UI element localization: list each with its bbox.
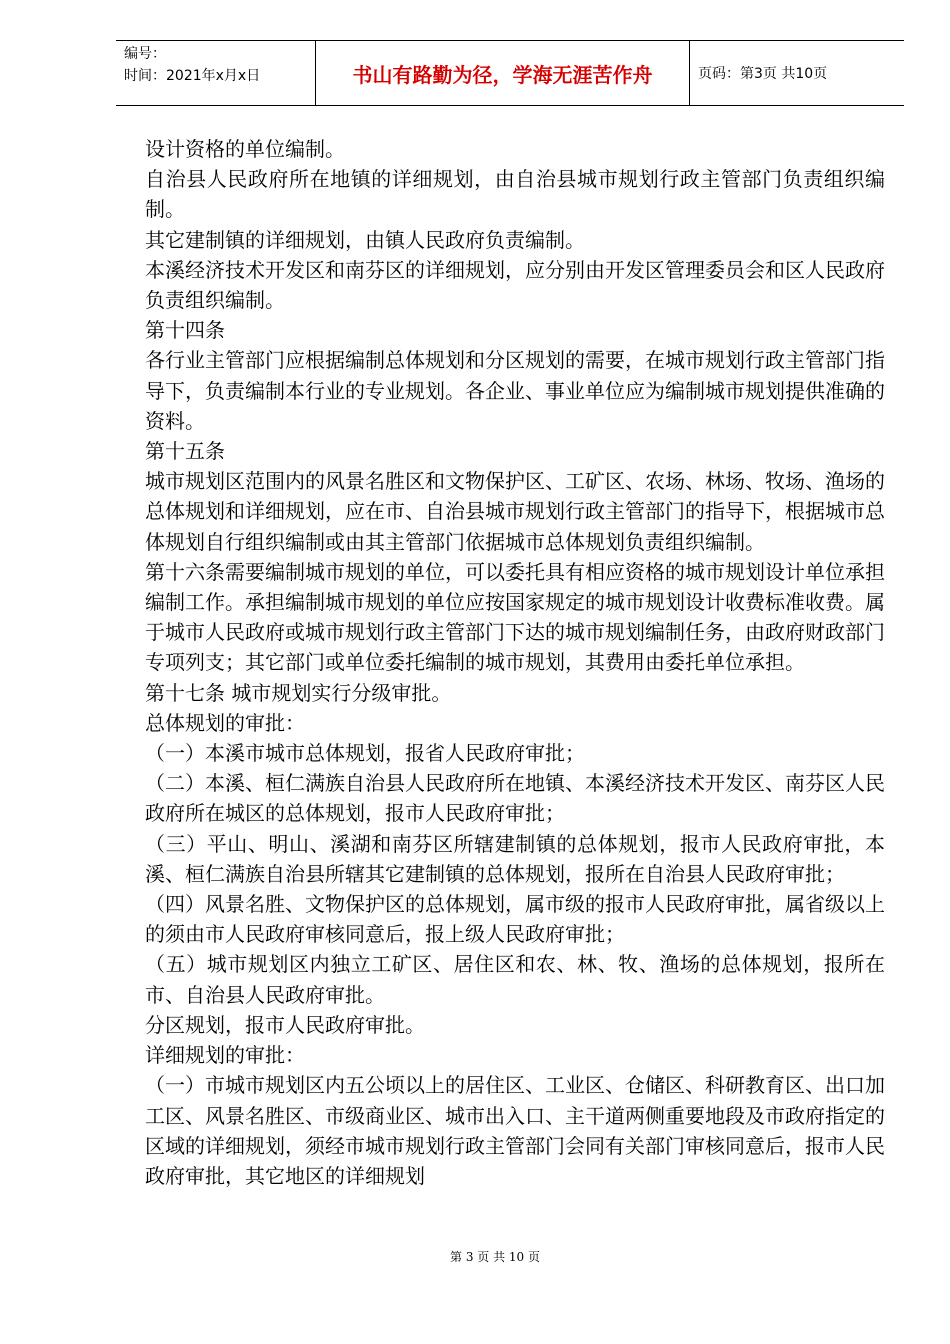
- list-item: （四）风景名胜、文物保护区的总体规划，属市级的报市人民政府审批，属省级以上的须由市人民政府审核同意后，报上级人民政府审批；: [145, 892, 885, 947]
- paragraph: 分区规划，报市人民政府审批。: [145, 1012, 425, 1037]
- header-motto: 书山有路勤为径，学海无涯苦作舟: [316, 41, 690, 105]
- header-page-number: 页码：第3页 共10页: [698, 66, 828, 82]
- article-heading: 第十五条: [145, 439, 225, 464]
- paragraph: 自治县人民政府所在地镇的详细规划，由自治县城市规划行政主管部门负责组织编制。: [145, 167, 885, 222]
- article-heading: 第十四条: [145, 318, 225, 343]
- paragraph: 详细规划的审批：: [145, 1043, 305, 1068]
- paragraph: 总体规划的审批：: [145, 710, 305, 735]
- paragraph: 城市规划区范围内的风景名胜区和文物保护区、工矿区、农场、林场、牧场、渔场的总体规划和详细规划，应在市、自治县城市规划行政主管部门的指导下，根据城市总体规划自行组织编制或由其主管部门依据城市总体规划负责组织编制。: [145, 469, 885, 554]
- paragraph: 各行业主管部门应根据编制总体规划和分区规划的需要，在城市规划行政主管部门指导下，负责编制本行业的专业规划。各企业、事业单位应为编制城市规划提供准确的资料。: [145, 348, 885, 433]
- article-heading: 第十七条 城市规划实行分级审批。: [145, 680, 452, 705]
- list-item: （二）本溪、桓仁满族自治县人民政府所在地镇、本溪经济技术开发区、南芬区人民政府所在城区的总体规划，报市人民政府审批；: [145, 771, 885, 826]
- list-item: （三）平山、明山、溪湖和南芬区所辖建制镇的总体规划，报市人民政府审批，本溪、桓仁满族自治县所辖其它建制镇的总体规划，报所在自治县人民政府审批；: [145, 831, 885, 886]
- list-item: （一）市城市规划区内五公顷以上的居住区、工业区、仓储区、科研教育区、出口加工区、风景名胜区、市级商业区、城市出入口、主干道两侧重要地段及市政府指定的区域的详细规划，须经市城市规划行政主管部门会同有关部门审核同意后，报市人民政府审批，其它地区的详细规划: [145, 1073, 885, 1188]
- page-footer: 第 3 页 共 10 页: [450, 1250, 540, 1264]
- page-header: [116, 40, 904, 106]
- header-meta: [116, 41, 316, 105]
- paragraph: 设计资格的单位编制。: [145, 137, 345, 161]
- list-item: （一）本溪市城市总体规划，报省人民政府审批；: [145, 741, 585, 766]
- paragraph: 其它建制镇的详细规划，由镇人民政府负责编制。: [145, 227, 585, 252]
- document-number-label: 编号：: [124, 46, 166, 62]
- paragraph: 第十六条需要编制城市规划的单位，可以委托具有相应资格的城市规划设计单位承担编制工作。承担编制城市规划的单位应按国家规定的城市规划设计收费标准收费。属于城市人民政府或城市规划行政主管部门下达的城市规划编制任务，由政府财政部门专项列支；其它部门或单位委托编制的城市规划，其费用由委托单位承担。: [145, 559, 885, 675]
- paragraph: 本溪经济技术开发区和南芬区的详细规划，应分别由开发区管理委员会和区人民政府负责组织编制。: [145, 257, 885, 313]
- list-item: （五）城市规划区内独立工矿区、居住区和农、林、牧、渔场的总体规划，报所在市、自治县人民政府审批。: [145, 952, 885, 1007]
- document-time-label: 时间：2021年x月x日: [124, 68, 261, 84]
- document-body: [145, 134, 885, 1191]
